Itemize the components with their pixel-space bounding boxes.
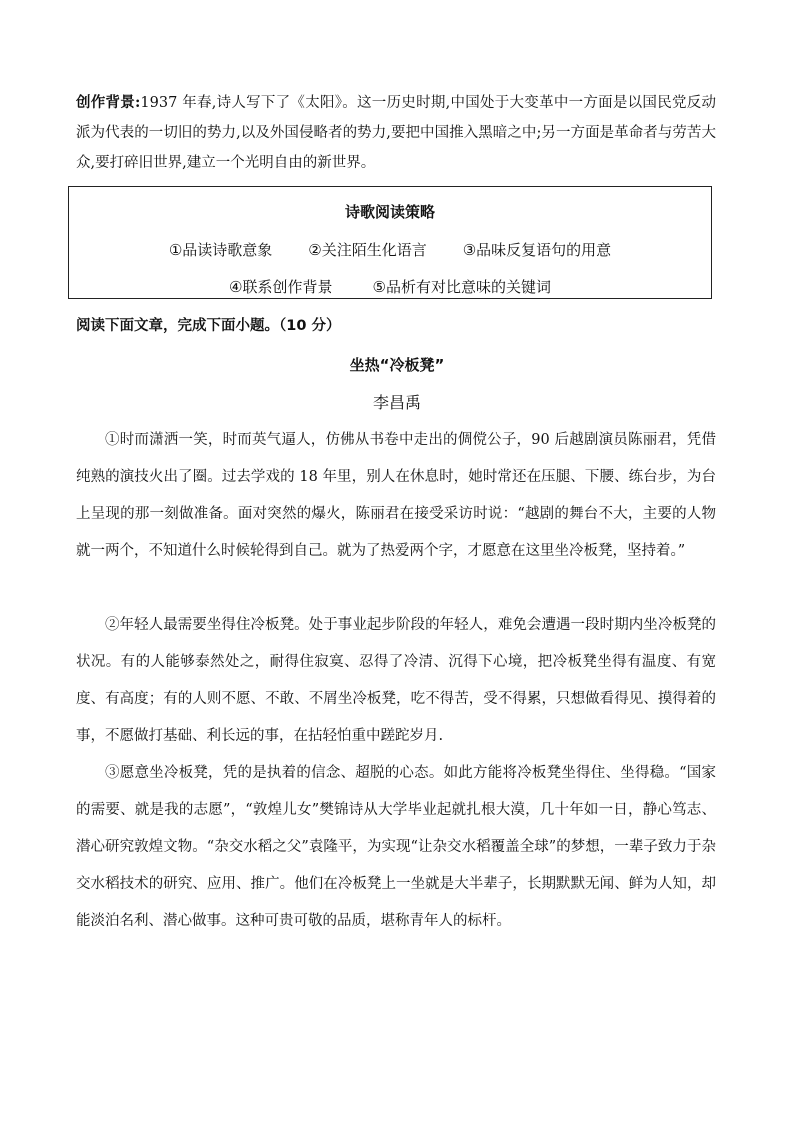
strategy-item-3: ③品味反复语句的用意: [462, 241, 612, 259]
reading-strategy-title: 诗歌阅读策略: [344, 203, 435, 221]
creation-background-paragraph: [76, 88, 716, 178]
article-title: 坐热“冷板凳”: [349, 356, 445, 374]
creation-background-label: 创作背景:: [76, 94, 141, 111]
article-paragraph-1: ①时而潇洒一笑，时而英气逼人，仿佛从书卷中走出的倜傥公子，90 后越剧演员陈丽君，凭借纯熟的演技火出了圈。过去学戏的 18 年里，别人在休息时，她时常还在压腿、下腰、练台步，为台上呈现的那一刻做准备。面对突然的爆火，陈丽君在接受采访时说：“越剧的舞台不大，主要的人物就一两个，不知道什么时候轮得到自己。就为了热爱两个字，才愿意在这里坐冷板凳，坚持着。”: [76, 432, 716, 559]
strategy-item-2: ②关注陌生化语言: [308, 241, 427, 259]
reading-strategy-box: [68, 186, 712, 299]
strategy-item-4: ④联系创作背景: [229, 278, 333, 296]
reading-instruction: 阅读下面文章，完成下面小题。（10 分）: [76, 318, 341, 334]
strategy-item-5: ⑤品析有对比意味的关键词: [372, 278, 551, 296]
reading-strategy-row-2: [69, 276, 711, 297]
article-paragraph-2: ②年轻人最需要坐得住冷板凳。处于事业起步阶段的年轻人，难免会遭遇一段时期内坐冷板凳的状况。有的人能够泰然处之，耐得住寂寞、忍得了冷清、沉得下心境，把冷板凳坐得有温度、有宽度、有高度；有的人则不愿、不敢、不屑坐冷板凳，吃不得苦，受不得累，只想做看得见、摸得着的事，不愿做打基础、利长远的事，在拈轻怕重中蹉跎岁月.: [76, 617, 716, 744]
reading-strategy-row-1: [69, 239, 711, 260]
article-author: 李昌禹: [372, 393, 421, 412]
creation-background-text: 1937 年春,诗人写下了《太阳》。这一历史时期,中国处于大变革中一方面是以国民党反动派为代表的一切旧的势力,以及外国侵略者的势力,要把中国推入黑暗之中;另一方面是革命者与劳苦大众,要打碎旧世界,建立一个光明自由的新世界。: [76, 95, 716, 171]
strategy-item-1: ①品读诗歌意象: [168, 241, 273, 259]
article-paragraph-3: ③愿意坐冷板凳，凭的是执着的信念、超脱的心态。如此方能将冷板凳坐得住、坐得稳。“国家的需要、就是我的志愿”，“敦煌儿女”樊锦诗从大学毕业起就扎根大漠，几十年如一日，静心笃志、潜心研究敦煌文物。“杂交水稻之父”袁隆平，为实现“让杂交水稻覆盖全球”的梦想，一辈子致力于杂交水稻技术的研究、应用、推广。他们在冷板凳上一坐就是大半辈子，长期默默无闻、鲜为人知，却能淡泊名利、潜心做事。这种可贵可敬的品质，堪称青年人的标杆。: [76, 765, 716, 929]
